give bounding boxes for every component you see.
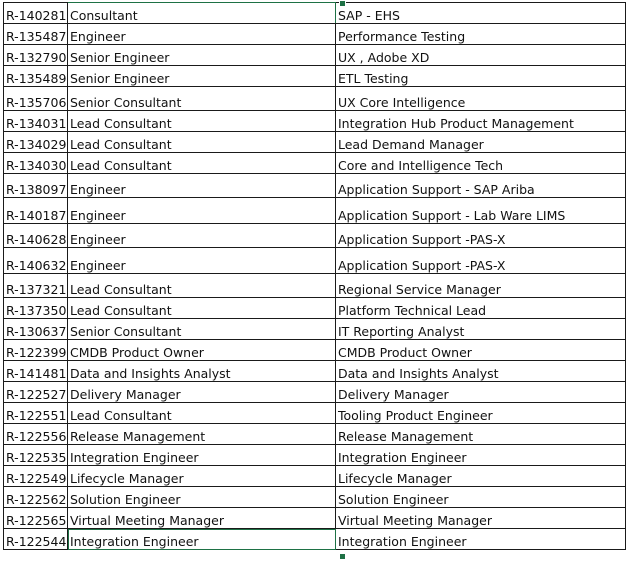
job-title-cell[interactable]: Engineer (68, 174, 336, 198)
requisition-id-cell[interactable]: R-140187 (4, 198, 68, 224)
requisition-id-cell[interactable]: R-138097 (4, 174, 68, 198)
requisition-id-cell[interactable]: R-122544 (4, 529, 68, 550)
table-row (4, 153, 626, 174)
requisition-id-cell[interactable]: R-122565 (4, 508, 68, 529)
requisition-id-cell[interactable]: R-122535 (4, 445, 68, 466)
job-title-cell[interactable]: CMDB Product Owner (68, 340, 336, 361)
role-description-cell[interactable]: Release Management (336, 424, 626, 445)
job-title-cell[interactable]: Release Management (68, 424, 336, 445)
role-description-cell[interactable]: Tooling Product Engineer (336, 403, 626, 424)
table-row (4, 24, 626, 45)
job-title-cell[interactable]: Lifecycle Manager (68, 466, 336, 487)
table-row (4, 274, 626, 298)
spreadsheet-grid (3, 2, 626, 550)
job-title-cell[interactable]: Integration Engineer (68, 529, 336, 550)
table-row (4, 340, 626, 361)
job-title-cell[interactable]: Senior Engineer (68, 45, 336, 66)
role-description-cell[interactable]: Application Support -PAS-X (336, 224, 626, 248)
role-description-cell[interactable]: IT Reporting Analyst (336, 319, 626, 340)
table-row (4, 319, 626, 340)
requisition-id-cell[interactable]: R-137350 (4, 298, 68, 319)
table-row (4, 298, 626, 319)
table-row (4, 66, 626, 87)
requisition-id-cell[interactable]: R-122562 (4, 487, 68, 508)
role-description-cell[interactable]: Application Support - Lab Ware LIMS (336, 198, 626, 224)
requisition-id-cell[interactable]: R-137321 (4, 274, 68, 298)
table-row (4, 508, 626, 529)
job-title-cell[interactable]: Lead Consultant (68, 274, 336, 298)
table-row (4, 87, 626, 111)
role-description-cell[interactable]: Integration Engineer (336, 445, 626, 466)
job-title-cell[interactable]: Senior Consultant (68, 319, 336, 340)
table-row (4, 45, 626, 66)
requisition-id-cell[interactable]: R-135487 (4, 24, 68, 45)
job-title-cell[interactable]: Delivery Manager (68, 382, 336, 403)
role-description-cell[interactable]: Solution Engineer (336, 487, 626, 508)
job-title-cell[interactable]: Solution Engineer (68, 487, 336, 508)
requisition-id-cell[interactable]: R-130637 (4, 319, 68, 340)
selection-fill-handle[interactable] (339, 553, 346, 560)
job-title-cell[interactable]: Virtual Meeting Manager (68, 508, 336, 529)
role-description-cell[interactable]: Application Support -PAS-X (336, 248, 626, 274)
requisition-id-cell[interactable]: R-134029 (4, 132, 68, 153)
role-description-cell[interactable]: Platform Technical Lead (336, 298, 626, 319)
role-description-cell[interactable]: UX , Adobe XD (336, 45, 626, 66)
table-row (4, 224, 626, 248)
job-title-cell[interactable]: Lead Consultant (68, 403, 336, 424)
job-title-cell[interactable]: Engineer (68, 224, 336, 248)
table-row (4, 132, 626, 153)
requisition-id-cell[interactable]: R-122527 (4, 382, 68, 403)
table-row (4, 3, 626, 24)
job-title-cell[interactable]: Senior Consultant (68, 87, 336, 111)
job-title-cell[interactable]: Lead Consultant (68, 298, 336, 319)
table-row (4, 198, 626, 224)
requisition-id-cell[interactable]: R-135706 (4, 87, 68, 111)
role-description-cell[interactable]: Integration Hub Product Management (336, 111, 626, 132)
job-title-cell[interactable]: Engineer (68, 248, 336, 274)
table-row (4, 111, 626, 132)
role-description-cell[interactable]: Core and Intelligence Tech (336, 153, 626, 174)
role-description-cell[interactable]: Delivery Manager (336, 382, 626, 403)
spreadsheet-body (4, 3, 626, 550)
requisition-id-cell[interactable]: R-135489 (4, 66, 68, 87)
job-title-cell[interactable]: Senior Engineer (68, 66, 336, 87)
role-description-cell[interactable]: Lifecycle Manager (336, 466, 626, 487)
requisition-id-cell[interactable]: R-122399 (4, 340, 68, 361)
requisition-id-cell[interactable]: R-140281 (4, 3, 68, 24)
requisition-id-cell[interactable]: R-134030 (4, 153, 68, 174)
table-row (4, 487, 626, 508)
requisition-id-cell[interactable]: R-140632 (4, 248, 68, 274)
role-description-cell[interactable]: Regional Service Manager (336, 274, 626, 298)
table-row (4, 466, 626, 487)
role-description-cell[interactable]: Integration Engineer (336, 529, 626, 550)
requisition-id-cell[interactable]: R-132790 (4, 45, 68, 66)
role-description-cell[interactable]: Performance Testing (336, 24, 626, 45)
table-row (4, 174, 626, 198)
job-title-cell[interactable]: Lead Consultant (68, 111, 336, 132)
table-row (4, 382, 626, 403)
job-title-cell[interactable]: Engineer (68, 198, 336, 224)
job-title-cell[interactable]: Data and Insights Analyst (68, 361, 336, 382)
requisition-id-cell[interactable]: R-134031 (4, 111, 68, 132)
job-title-cell[interactable]: Engineer (68, 24, 336, 45)
requisition-id-cell[interactable]: R-140628 (4, 224, 68, 248)
role-description-cell[interactable]: CMDB Product Owner (336, 340, 626, 361)
requisition-id-cell[interactable]: R-141481 (4, 361, 68, 382)
job-title-cell[interactable]: Consultant (68, 3, 336, 24)
job-title-cell[interactable]: Integration Engineer (68, 445, 336, 466)
job-title-cell[interactable]: Lead Consultant (68, 132, 336, 153)
requisition-id-cell[interactable]: R-122551 (4, 403, 68, 424)
selection-fill-handle-top[interactable] (339, 0, 346, 7)
requisition-id-cell[interactable]: R-122556 (4, 424, 68, 445)
table-row (4, 248, 626, 274)
role-description-cell[interactable]: UX Core Intelligence (336, 87, 626, 111)
role-description-cell[interactable]: Application Support - SAP Ariba (336, 174, 626, 198)
role-description-cell[interactable]: SAP - EHS (336, 3, 626, 24)
table-row (4, 361, 626, 382)
role-description-cell[interactable]: Data and Insights Analyst (336, 361, 626, 382)
table-row (4, 529, 626, 550)
job-title-cell[interactable]: Lead Consultant (68, 153, 336, 174)
table-row (4, 424, 626, 445)
role-description-cell[interactable]: Virtual Meeting Manager (336, 508, 626, 529)
role-description-cell[interactable]: ETL Testing (336, 66, 626, 87)
table-row (4, 445, 626, 466)
requisition-id-cell[interactable]: R-122549 (4, 466, 68, 487)
table-row (4, 403, 626, 424)
role-description-cell[interactable]: Lead Demand Manager (336, 132, 626, 153)
